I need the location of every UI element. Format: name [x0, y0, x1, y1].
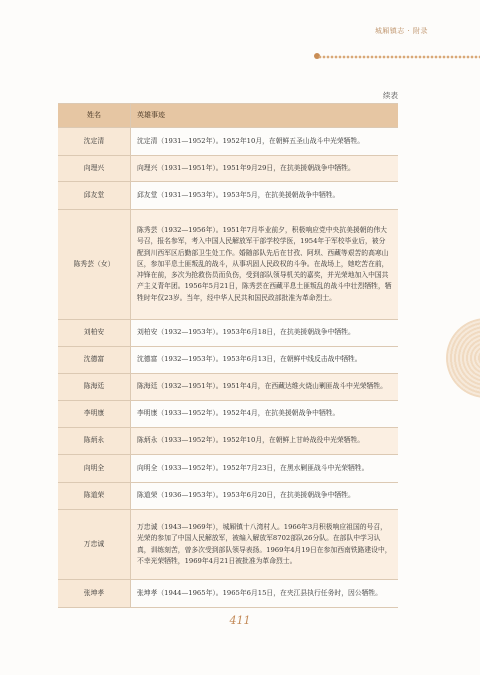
row-deed: 陈海廷（1932—1951年）。1951年4月，在西藏达维火烧山剿匪战斗中光荣牺牲。 [131, 374, 399, 401]
column-header-deeds: 英雄事迹 [131, 104, 399, 128]
table-row [58, 374, 398, 401]
row-name: 沈定清 [58, 128, 131, 156]
row-deed: 张坤孝（1944—1965年）。1965年6月15日，在夹江县执行任务时，因公牺牲。 [131, 580, 399, 608]
row-name: 向理兴 [58, 156, 131, 182]
row-name: 陈炳永 [58, 428, 131, 455]
table-row [58, 428, 398, 455]
table-row [58, 320, 398, 347]
row-deed: 李明康（1933—1952年）。1952年4月，在抗美援朝战争中牺牲。 [131, 401, 399, 428]
running-header: 城厢镇志 · 附录 [374, 27, 428, 35]
row-deed: 向明全（1933—1952年）。1952年7月23日，在黑水剿匪战斗中光荣牺牲。 [131, 455, 399, 483]
row-name: 陈海廷 [58, 374, 131, 401]
row-deed: 陈道荣（1936—1953年）。1953年6月20日，在抗美援朝战争中牺牲。 [131, 483, 399, 510]
row-deed: 沈定清（1931—1952年）。1952年10月，在朝鲜五圣山战斗中光荣牺牲。 [131, 128, 399, 156]
row-deed: 沈德富（1932—1953年）。1953年6月13日，在朝鲜中线反击战中牺牲。 [131, 347, 399, 374]
column-header-name: 姓名 [58, 104, 131, 128]
table-header-row [58, 104, 398, 128]
header-dotted-line [318, 55, 480, 59]
table-row [58, 347, 398, 374]
table-row [58, 210, 398, 320]
row-name: 李明康 [58, 401, 131, 428]
table-row [58, 455, 398, 483]
row-deed: 刘柏安（1932—1953年）。1953年6月18日，在抗美援朝战争中牺牲。 [131, 320, 399, 347]
row-deed: 邱友堂（1931—1953年）。1953年5月，在抗美援朝战争中牺牲。 [131, 182, 399, 210]
row-name: 向明全 [58, 455, 131, 483]
row-deed: 万忠诚（1943—1969年），城厢镇十八湾村人。1966年3月积极响应祖国的号召，光荣的参加了中国人民解放军，被编入解放军8702部队26分队。在部队中学习认真，训练刻苦，曾多次受到部队领导表扬。1969年4月19日在参加西南铁路建设中，不幸光荣牺牲，1969年4月21日被批准为革命烈士。 [131, 510, 399, 580]
row-name: 陈道荣 [58, 483, 131, 510]
table-row [58, 128, 398, 156]
table-row [58, 483, 398, 510]
row-deed: 陈秀芸（1932—1956年）。1951年7月毕业前夕，积极响应党中央抗美援朝的伟大号召，报名参军，考入中国人民解放军干部学校学医，1954年于军校毕业后，被分配到川西军区后勤部卫生处工作。婚随部队先后在甘孜、阿坝、西藏等艰苦的高寒山区，参加平息土匪叛乱的战斗，从事巩固人民政权的斗争。在战场上，她吃苦在前，冲锋在前，多次为抢救伤员而负伤，受到部队领导机关的嘉奖，并光荣地加入中国共产主义青年团。1956年5月21日，陈秀芸在西藏平息土匪叛乱的战斗中壮烈牺牲，牺牲时年仅23岁。当年，经中华人民共和国民政部批准为革命烈士。 [131, 210, 399, 320]
row-name: 沈德富 [58, 347, 131, 374]
continued-label: 续表 [383, 91, 398, 100]
table-row [58, 580, 398, 608]
row-name: 张坤孝 [58, 580, 131, 608]
row-deed: 向理兴（1931—1951年）。1951年9月29日，在抗美援朝战争中牺牲。 [131, 156, 399, 182]
row-deed: 陈炳永（1933—1952年）。1952年10月，在朝鲜上甘岭战役中光荣牺牲。 [131, 428, 399, 455]
page-number: 411 [229, 614, 251, 627]
table-row [58, 182, 398, 210]
row-name: 陈秀芸（女） [58, 210, 131, 320]
row-name: 刘柏安 [58, 320, 131, 347]
table-row [58, 156, 398, 182]
decorative-circle-ornament [446, 318, 480, 398]
martyrs-table [58, 103, 398, 608]
table-row [58, 401, 398, 428]
table-row [58, 510, 398, 580]
row-name: 万忠诚 [58, 510, 131, 580]
row-name: 邱友堂 [58, 182, 131, 210]
